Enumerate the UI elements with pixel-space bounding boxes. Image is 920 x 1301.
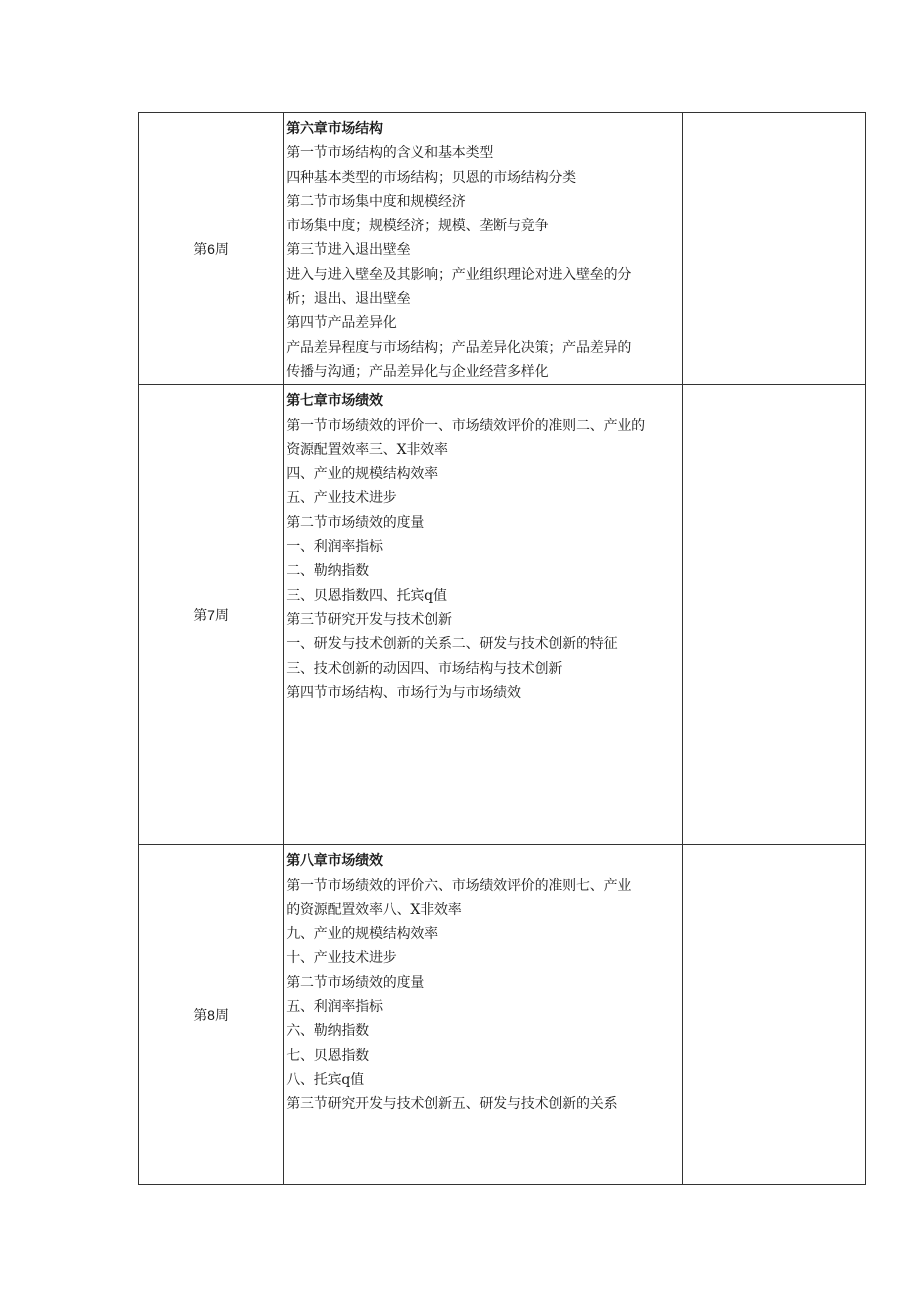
- table-row: [139, 845, 866, 1185]
- content-line: 八、托宾q值: [286, 1071, 364, 1088]
- content-line: 第四节市场结构、市场行为与市场绩效: [286, 684, 521, 701]
- content-line: 第一节市场绩效的评价六、市场绩效评价的准则七、产业: [286, 877, 632, 894]
- syllabus-table: [138, 112, 866, 1185]
- content-line: 第二节市场绩效的度量: [286, 974, 425, 991]
- content-line: 传播与沟通；产品差异化与企业经营多样化: [286, 363, 549, 380]
- content-line: 第三节进入退出壁垒: [286, 242, 411, 259]
- content-line: 第三节研究开发与技术创新: [286, 611, 452, 628]
- content-line: 九、产业的规模结构效率: [286, 926, 438, 943]
- content-cell: [284, 113, 683, 385]
- content-line: 进入与进入壁垒及其影响；产业组织理论对进入壁垒的分: [286, 266, 632, 283]
- content-line: 第一节市场结构的含义和基本类型: [286, 145, 494, 162]
- content-line: 第三节研究开发与技术创新五、研发与技术创新的关系: [286, 1096, 618, 1113]
- week-cell: 第6周: [139, 113, 284, 385]
- content-line: 资源配置效率三、X非效率: [286, 441, 448, 458]
- content-line: 四种基本类型的市场结构；贝恩的市场结构分类: [286, 169, 576, 186]
- week-cell: 第7周: [139, 385, 284, 845]
- content-line: 十、产业技术进步: [286, 950, 397, 967]
- table-row: [139, 385, 866, 845]
- content-cell: [284, 845, 683, 1185]
- content-line: 四、产业的规模结构效率: [286, 466, 438, 483]
- note-cell: [682, 113, 865, 385]
- note-cell: [682, 385, 865, 845]
- content-line: 一、研发与技术创新的关系二、研发与技术创新的特征: [286, 636, 618, 653]
- content-line: 产品差异程度与市场结构；产品差异化决策；产品差异的: [286, 339, 632, 356]
- content-line: 七、贝恩指数: [286, 1047, 369, 1064]
- content-line: 五、利润率指标: [286, 999, 383, 1016]
- content-line: 第四节产品差异化: [286, 315, 397, 332]
- content-line: 二、勒纳指数: [286, 563, 369, 580]
- content-line: 析；退出、退出壁垒: [286, 291, 411, 308]
- content-line: 市场集中度；规模经济；规模、垄断与竞争: [286, 218, 549, 235]
- note-cell: [682, 845, 865, 1185]
- content-line: 五、产业技术进步: [286, 490, 397, 507]
- content-line: 第二节市场集中度和规模经济: [286, 193, 466, 210]
- content-line: 第二节市场绩效的度量: [286, 514, 425, 531]
- chapter-heading: 第七章市场绩效: [286, 393, 383, 410]
- week-cell: 第8周: [139, 845, 284, 1185]
- content-line: 六、勒纳指数: [286, 1023, 369, 1040]
- content-line: 的资源配置效率八、X非效率: [286, 901, 462, 918]
- chapter-heading: 第八章市场绩效: [286, 853, 383, 870]
- content-line: 一、利润率指标: [286, 539, 383, 556]
- content-line: 三、贝恩指数四、托宾q值: [286, 587, 447, 604]
- chapter-heading: 第六章市场结构: [286, 121, 383, 137]
- table-row: [139, 113, 866, 385]
- content-line: 第一节市场绩效的评价一、市场绩效评价的准则二、产业的: [286, 417, 645, 434]
- content-line: 三、技术创新的动因四、市场结构与技术创新: [286, 660, 563, 677]
- content-cell: [284, 385, 683, 845]
